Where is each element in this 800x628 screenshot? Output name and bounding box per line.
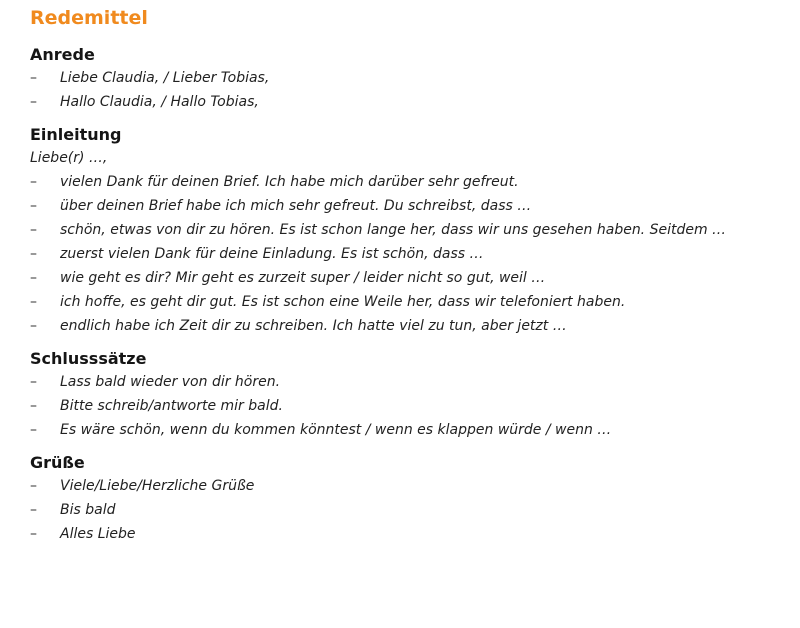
item-text: Bitte schreib/antworte mir bald. (60, 398, 283, 414)
list-item (30, 474, 800, 498)
dash-bullet: – (30, 502, 37, 518)
item-list (30, 66, 800, 114)
section-einleitung (30, 124, 800, 338)
dash-bullet: – (30, 374, 37, 390)
item-text: über deinen Brief habe ich mich sehr gefreut. Du schreibst, dass … (60, 198, 532, 214)
dash-bullet: – (30, 398, 37, 414)
item-text: wie geht es dir? Mir geht es zurzeit super / leider nicht so gut, weil … (60, 270, 546, 286)
item-list (30, 170, 800, 338)
dash-bullet: – (30, 422, 37, 438)
item-text: schön, etwas von dir zu hören. Es ist schon lange her, dass wir uns gesehen haben. Seitdem … (60, 222, 727, 238)
list-item (30, 370, 800, 394)
item-text: endlich habe ich Zeit dir zu schreiben. Ich hatte viel zu tun, aber jetzt … (60, 318, 567, 334)
section-heading: Schlusssätze (30, 349, 147, 368)
dash-bullet: – (30, 526, 37, 542)
item-text: Viele/Liebe/Herzliche Grüße (60, 478, 255, 494)
dash-bullet: – (30, 222, 37, 238)
item-text: zuerst vielen Dank für deine Einladung. Es ist schön, dass … (60, 246, 484, 262)
item-text: Hallo Claudia, / Hallo Tobias, (60, 94, 259, 110)
section-heading: Anrede (30, 45, 95, 64)
item-text: Bis bald (60, 502, 116, 518)
dash-bullet: – (30, 94, 37, 110)
list-item (30, 314, 800, 338)
list-item (30, 170, 800, 194)
section-schlusssaetze (30, 348, 800, 442)
section-gruesse (30, 452, 800, 546)
list-item (30, 218, 800, 242)
dash-bullet: – (30, 318, 37, 334)
dash-bullet: – (30, 70, 37, 86)
list-item (30, 242, 800, 266)
item-text: vielen Dank für deinen Brief. Ich habe mich darüber sehr gefreut. (60, 174, 519, 190)
list-item (30, 290, 800, 314)
dash-bullet: – (30, 478, 37, 494)
dash-bullet: – (30, 294, 37, 310)
dash-bullet: – (30, 270, 37, 286)
list-item (30, 522, 800, 546)
list-item (30, 394, 800, 418)
page-title: Redemittel (30, 7, 148, 29)
list-item (30, 418, 800, 442)
section-heading: Einleitung (30, 125, 122, 144)
list-item (30, 66, 800, 90)
section-anrede (30, 44, 800, 114)
item-text: Lass bald wieder von dir hören. (60, 374, 281, 390)
dash-bullet: – (30, 198, 37, 214)
item-text: ich hoffe, es geht dir gut. Es ist schon eine Weile her, dass wir telefoniert haben. (60, 294, 626, 310)
section-heading: Grüße (30, 453, 85, 472)
list-item (30, 194, 800, 218)
item-list (30, 474, 800, 546)
item-text: Liebe Claudia, / Lieber Tobias, (60, 70, 270, 86)
dash-bullet: – (30, 174, 37, 190)
section-intro: Liebe(r) …, (30, 150, 108, 166)
list-item (30, 498, 800, 522)
item-text: Es wäre schön, wenn du kommen könntest / wenn es klappen würde / wenn … (60, 422, 612, 438)
item-list (30, 370, 800, 442)
list-item (30, 90, 800, 114)
list-item (30, 266, 800, 290)
dash-bullet: – (30, 246, 37, 262)
item-text: Alles Liebe (60, 526, 136, 542)
